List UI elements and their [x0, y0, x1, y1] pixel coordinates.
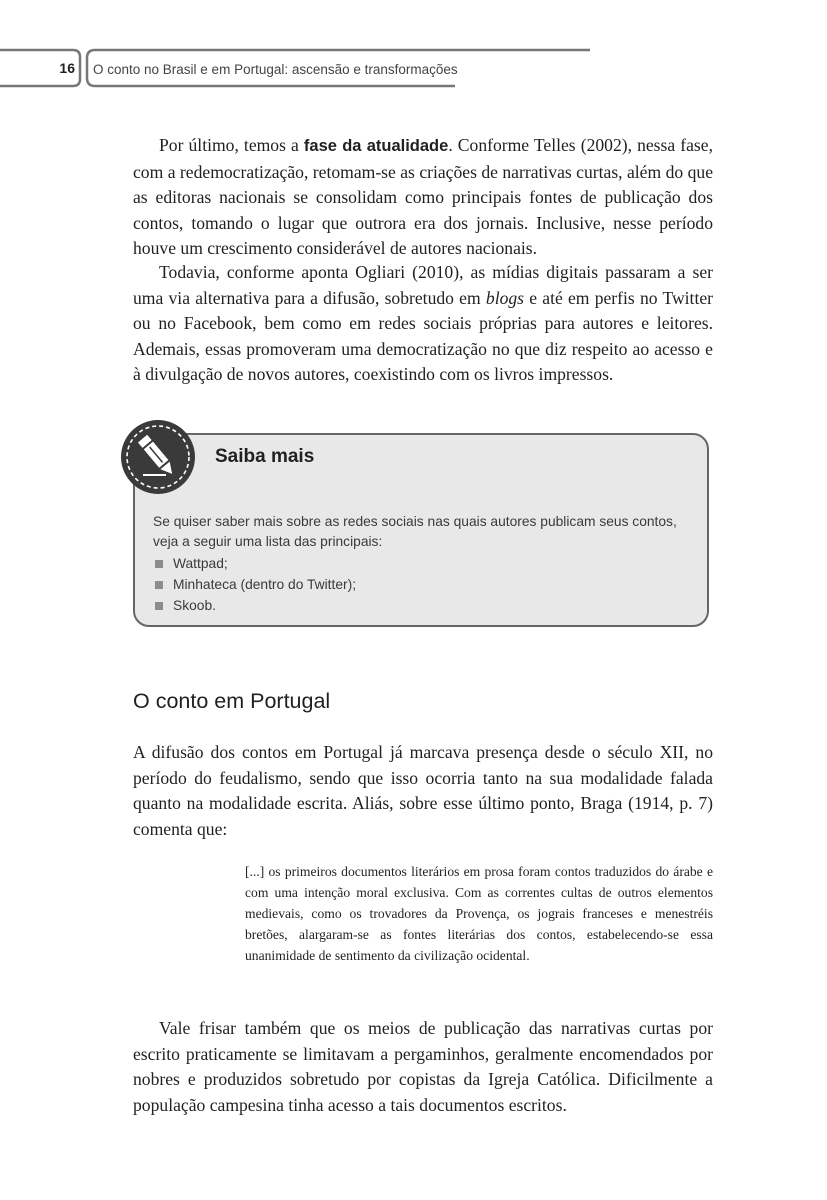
list-item — [155, 574, 356, 595]
paragraph-2-start: Todavia, conforme aponta Ogliari (2010), as mídias digitais passaram a ser uma via alternativa para a difusão, sobretudo em — [133, 262, 713, 308]
saiba-mais-intro: Se quiser saber mais sobre as redes sociais nas quais autores publicam seus contos, veja a seguir uma lista das principais: — [153, 514, 677, 549]
page-number: 16 — [59, 60, 75, 76]
list-item — [155, 595, 356, 616]
list-item — [155, 553, 356, 574]
saiba-mais-list — [155, 553, 356, 616]
block-quote: [...] os primeiros documentos literários em prosa foram contos traduzidos do árabe e com uma intenção moral exclusiva. Com as correntes cultas de outros elementos medievais, como os trovadores da Provença, os jograis franceses e menestréis bretões, alargaram-se as fontes literárias dos contos, estabelecendo-se essa unanimidade de sentimento da civilização ocidental. — [245, 864, 713, 963]
paragraph-1 — [133, 133, 713, 262]
saiba-mais-title: Saiba mais — [215, 446, 315, 467]
square-bullet-icon — [155, 560, 163, 568]
paragraph-3: A difusão dos contos em Portugal já marcava presença desde o século XII, no período do feudalismo, sendo que isso ocorria tanto na sua modalidade falada quanto na modalidade escrita. Aliás, sobre esse último ponto, Braga (1914, p. 7) comenta que: — [133, 742, 713, 839]
list-item-label: Minhateca (dentro do Twitter); — [173, 577, 357, 592]
paragraph-1-rest: . Conforme Telles (2002), nessa fase, com a redemocratização, retomam-se as criações de narrativas curtas, além do que as editoras nacionais se consolidam como principais fontes de publicação dos contos, tomando o lugar que outrora era dos jornais. Inclusive, nesse período houve um crescimento considerável de autores nacionais. — [133, 135, 713, 259]
square-bullet-icon — [155, 581, 163, 589]
list-item-label: Wattpad; — [173, 556, 228, 571]
italic-term: blogs — [485, 287, 525, 308]
paragraph-1-start: Por último, temos a — [159, 135, 304, 155]
pencil-icon — [120, 419, 196, 495]
paragraph-4: Vale frisar também que os meios de publicação das narrativas curtas por escrito praticamente se limitavam a pergaminhos, geralmente encomendados por nobres e produzidos sobretudo por copistas da Igreja Católica. Dificilmente a população campesina tinha acesso a tais documentos escritos. — [133, 1018, 713, 1115]
running-title: O conto no Brasil e em Portugal: ascensão e transformações — [93, 62, 458, 77]
paragraph-2-rest: e até em perfis no Twitter ou no Facebook, bem como em redes sociais próprias para autores e leitores. Ademais, essas promoveram uma democratização no que diz respeito ao acesso e à divulgação de novos autores, coexistindo com os livros impressos. — [133, 287, 714, 385]
header-rules — [0, 0, 827, 100]
bold-term: fase da atualidade — [303, 137, 449, 155]
section-heading: O conto em Portugal — [133, 689, 331, 713]
square-bullet-icon — [155, 602, 163, 610]
paragraph-2 — [133, 260, 713, 388]
list-item-label: Skoob. — [173, 598, 216, 613]
